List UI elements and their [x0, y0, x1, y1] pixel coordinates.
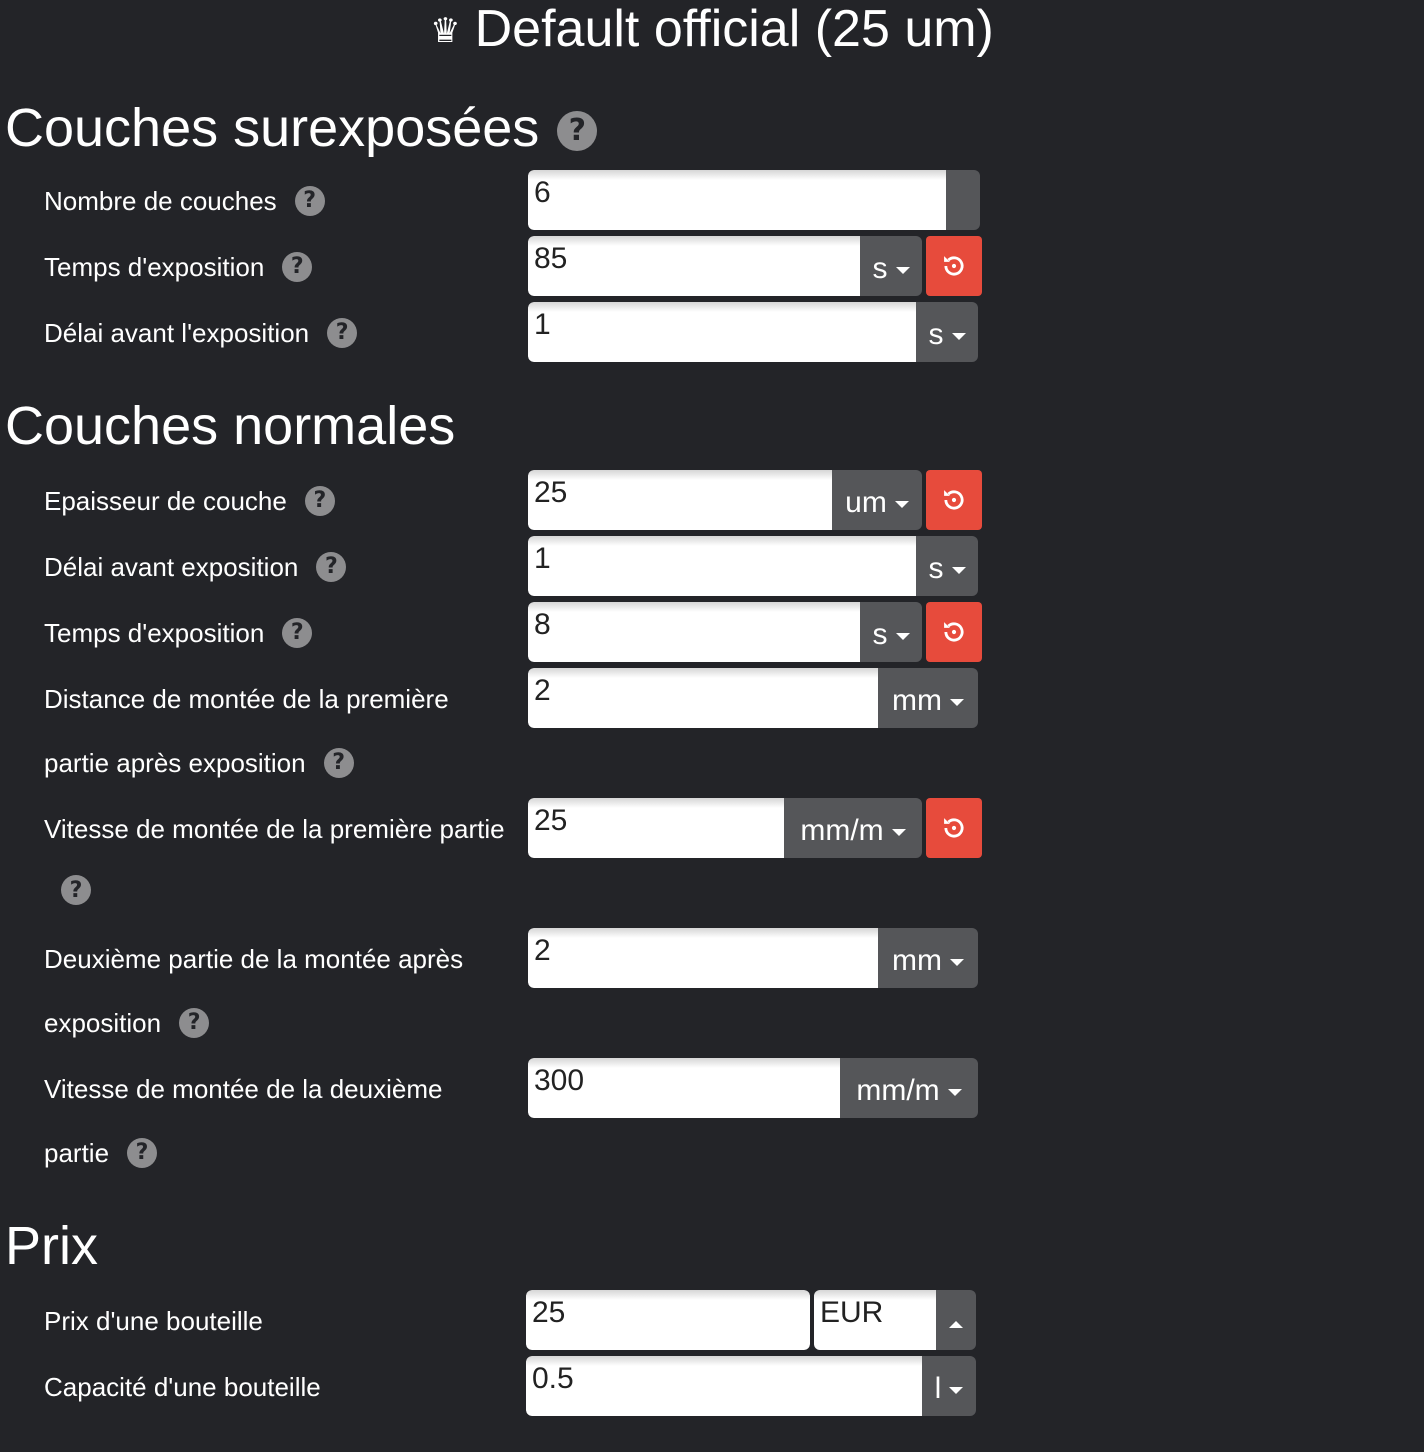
help-icon[interactable]: ?: [324, 748, 354, 778]
unit-dropdown[interactable]: [878, 668, 978, 728]
normal-delay-field: [528, 536, 978, 596]
section-title-normal: [5, 396, 455, 456]
label-text: Prix d'une bouteille: [44, 1306, 263, 1336]
caret-down-icon: [952, 567, 966, 574]
label-text: Epaisseur de couche: [44, 486, 287, 516]
label-text: partie après exposition: [44, 748, 306, 778]
overexposed-exposure-time-input[interactable]: [528, 236, 860, 296]
unit-label: s: [928, 318, 944, 351]
reset-button[interactable]: [926, 798, 982, 858]
unit-label: mm/m: [800, 814, 884, 847]
unit-dropdown[interactable]: [860, 236, 922, 296]
reset-icon: [940, 814, 968, 842]
label-lift-distance-1-cont: [44, 748, 354, 778]
reset-icon: [940, 252, 968, 280]
label-lift-distance-1: [44, 684, 449, 714]
caret-down-icon: [896, 267, 910, 274]
label-text: partie: [44, 1138, 110, 1168]
label-text: Vitesse de montée de la deuxième: [44, 1074, 443, 1104]
page-title: [0, 0, 1424, 58]
unit-label: mm: [892, 684, 942, 717]
layer-thickness-input[interactable]: [528, 470, 832, 530]
label-text: Délai avant exposition: [44, 552, 299, 582]
label-lift-distance-2-cont: [44, 1008, 209, 1038]
unit-label: mm/m: [856, 1074, 940, 1107]
unit-dropdown[interactable]: [916, 302, 978, 362]
overexposed-delay-field: [528, 302, 978, 362]
overexposed-layers-count-field: [528, 170, 980, 230]
label-layer-thickness: [44, 486, 335, 516]
unit-label: s: [928, 552, 944, 585]
lift-distance-2-field: [528, 928, 978, 988]
bottle-capacity-field: [526, 1356, 976, 1416]
unit-dropdown[interactable]: [860, 602, 922, 662]
lift-speed-1-input[interactable]: [528, 798, 784, 858]
caret-down-icon: [952, 333, 966, 340]
label-overexposed-delay: [44, 318, 357, 348]
label-text: Capacité d'une bouteille: [44, 1372, 321, 1402]
help-icon[interactable]: ?: [557, 111, 597, 151]
bottle-capacity-input[interactable]: [526, 1356, 922, 1416]
normal-delay-input[interactable]: [528, 536, 916, 596]
caret-down-icon: [950, 699, 964, 706]
label-text: Distance de montée de la première: [44, 684, 449, 714]
reset-button[interactable]: [926, 602, 982, 662]
label-normal-exposure-time: [44, 618, 312, 648]
label-normal-delay: [44, 552, 346, 582]
number-spinner[interactable]: [946, 170, 980, 230]
bottle-price-input[interactable]: [526, 1290, 810, 1350]
label-text: Nombre de couches: [44, 186, 277, 216]
lift-distance-2-input[interactable]: [528, 928, 878, 988]
label-text: exposition: [44, 1008, 162, 1038]
unit-label: s: [872, 252, 888, 285]
layer-thickness-field: [528, 470, 922, 530]
bottle-price-field: [526, 1290, 810, 1350]
label-text: Temps d'exposition: [44, 252, 265, 282]
reset-icon: [940, 486, 968, 514]
label-overexposed-layers-count: [44, 186, 325, 216]
unit-dropdown[interactable]: [922, 1356, 976, 1416]
label-overexposed-exposure-time: [44, 252, 312, 282]
unit-dropdown[interactable]: [878, 928, 978, 988]
reset-icon: [940, 618, 968, 646]
help-icon[interactable]: ?: [316, 552, 346, 582]
help-icon[interactable]: ?: [127, 1138, 157, 1168]
label-lift-distance-2: [44, 944, 463, 974]
unit-dropdown[interactable]: [832, 470, 922, 530]
unit-label: s: [872, 618, 888, 651]
label-text: Temps d'exposition: [44, 618, 265, 648]
caret-up-icon: [949, 1321, 963, 1328]
help-icon[interactable]: ?: [295, 186, 325, 216]
section-title-price: [5, 1216, 98, 1276]
label-lift-speed-2-cont: [44, 1138, 157, 1168]
unit-dropdown[interactable]: [784, 798, 922, 858]
caret-down-icon: [895, 501, 909, 508]
help-icon[interactable]: ?: [305, 486, 335, 516]
lift-distance-1-field: [528, 668, 978, 728]
lift-speed-2-input[interactable]: [528, 1058, 840, 1118]
help-icon[interactable]: ?: [327, 318, 357, 348]
lift-speed-2-field: [528, 1058, 978, 1118]
caret-down-icon: [949, 1387, 963, 1394]
help-icon[interactable]: ?: [282, 618, 312, 648]
caret-down-icon: [896, 633, 910, 640]
unit-label: l: [934, 1372, 942, 1405]
unit-dropdown[interactable]: [916, 536, 978, 596]
overexposed-layers-count-input[interactable]: [528, 170, 946, 230]
label-bottle-capacity: [44, 1372, 321, 1402]
section-title-text: Couches surexposées: [5, 98, 540, 158]
label-lift-speed-1: [44, 814, 505, 844]
reset-button[interactable]: [926, 470, 982, 530]
reset-button[interactable]: [926, 236, 982, 296]
label-bottle-price: [44, 1306, 263, 1336]
normal-exposure-time-field: [528, 602, 922, 662]
lift-speed-1-field: [528, 798, 922, 858]
caret-down-icon: [892, 829, 906, 836]
caret-down-icon: [950, 959, 964, 966]
lift-distance-1-input[interactable]: [528, 668, 878, 728]
unit-dropdown[interactable]: [840, 1058, 978, 1118]
overexposed-delay-input[interactable]: [528, 302, 916, 362]
crown-icon: ♛: [430, 11, 461, 51]
profile-name: Default official (25 um): [474, 0, 994, 58]
normal-exposure-time-input[interactable]: [528, 602, 860, 662]
help-icon[interactable]: ?: [61, 875, 91, 905]
caret-down-icon: [948, 1089, 962, 1096]
section-title-overexposed: [5, 98, 597, 158]
section-title-text: Couches normales: [5, 396, 456, 456]
label-lift-speed-2: [44, 1074, 442, 1104]
unit-label: mm: [892, 944, 942, 977]
currency-toggle[interactable]: [936, 1290, 976, 1350]
help-icon[interactable]: ?: [179, 1008, 209, 1038]
currency-value: EUR: [814, 1290, 936, 1350]
help-icon[interactable]: ?: [282, 252, 312, 282]
overexposed-exposure-time-field: [528, 236, 922, 296]
section-title-text: Prix: [5, 1216, 98, 1276]
label-text: Délai avant l'exposition: [44, 318, 310, 348]
unit-label: um: [845, 486, 887, 519]
label-text: Vitesse de montée de la première partie: [44, 814, 505, 844]
label-text: Deuxième partie de la montée après: [44, 944, 464, 974]
currency-select[interactable]: [814, 1290, 976, 1350]
